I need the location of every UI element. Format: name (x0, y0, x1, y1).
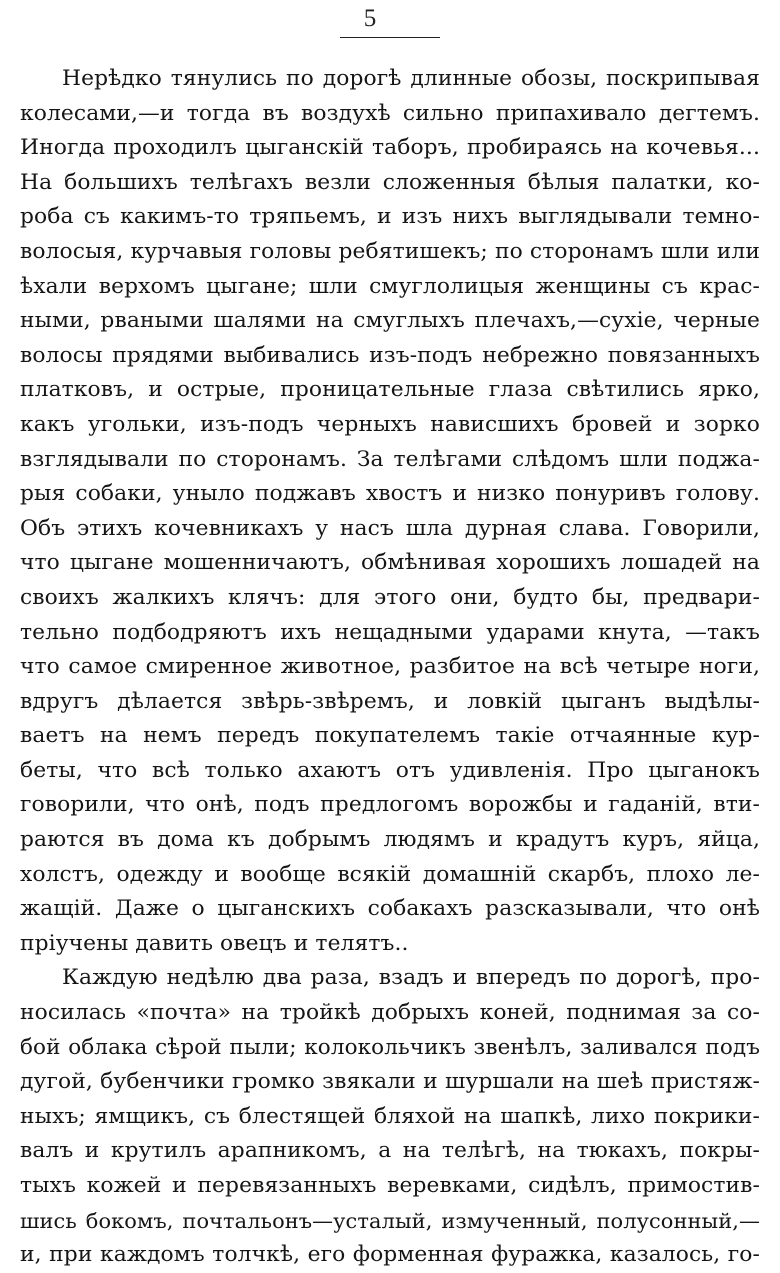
text-line: ными, рваными шалями на смуглыхъ плечахъ,—сухіе, черные (20, 308, 760, 334)
text-line: На большихъ телѣгахъ везли сложенныя бѣлыя палатки, ко- (20, 169, 760, 195)
text-line: Каждую недѣлю два раза, взадъ и впередъ по дорогѣ, про- (62, 965, 760, 991)
text-line: волосыя, курчавыя головы ребятишекъ; по сторонамъ шли или (20, 238, 760, 264)
body-text (20, 62, 760, 1273)
text-line: своихъ жалкихъ клячъ: для этого они, будто бы, предвари- (20, 584, 760, 610)
text-line: тельно подбодряютъ ихъ нещадными ударами кнута, —такъ (20, 619, 760, 645)
text-line: что цыгане мошенничаютъ, обмѣнивая хорошихъ лошадей на (20, 550, 760, 576)
text-line: колесами,—и тогда въ воздухѣ сильно припахивало дегтемъ. (20, 100, 760, 126)
text-line: шись бокомъ, почтальонъ—усталый, измученный, полусонный,— (20, 1208, 760, 1233)
text-line: и, при каждомъ толчкѣ, его форменная фуражка, казалось, го- (20, 1242, 760, 1268)
text-line: ныхъ; ямщикъ, съ блестящей бляхой на шапкѣ, лихо покрики- (20, 1103, 760, 1129)
text-line: что самое смиренное животное, разбитое на всѣ четыре ноги, (20, 654, 760, 680)
text-line: какъ угольки, изъ-подъ черныхъ нависшихъ бровей и зорко (20, 411, 760, 437)
text-line: пріучены давить овецъ и телятъ.. (20, 930, 409, 956)
text-line: платковъ, и острые, проницательные глаза свѣтились ярко, (20, 377, 760, 403)
text-line: дугой, бубенчики громко звякали и шуршали на шеѣ пристяж- (20, 1069, 760, 1095)
text-line: роба съ какимъ-то тряпьемъ, и изъ нихъ выглядывали темно- (20, 204, 760, 230)
text-line: валъ и крутилъ арапникомъ, а на телѣгѣ, на тюкахъ, покры- (20, 1138, 760, 1164)
text-line: тыхъ кожей и перевязанныхъ веревками, сидѣлъ, примостив- (20, 1173, 760, 1198)
text-line: Нерѣдко тянулись по дорогѣ длинные обозы, поскрипывая (62, 66, 760, 91)
page-header (0, 0, 780, 48)
text-line: ваетъ на немъ передъ покупателемъ такіе отчаянные кур- (20, 723, 760, 749)
text-line: носилась «почта» на тройкѣ добрыхъ коней, поднимая за со- (20, 1000, 760, 1026)
text-line: вдругъ дѣлается звѣрь-звѣремъ, и ловкій цыганъ выдѣлы- (20, 688, 760, 714)
text-line: Объ этихъ кочевникахъ у насъ шла дурная слава. Говорили, (20, 515, 760, 541)
text-line: Иногда проходилъ цыганскій таборъ, пробираясь на кочевья... (20, 135, 760, 161)
text-line: волосы прядями выбивались изъ-подъ небрежно повязанныхъ (20, 342, 760, 368)
text-line: рыя собаки, уныло поджавъ хвостъ и низко понуривъ голову. (20, 481, 760, 507)
text-line: взглядывали по сторонамъ. За телѣгами слѣдомъ шли поджа- (20, 446, 760, 472)
text-line: холстъ, одежду и вообще всякій домашній скарбъ, плохо ле- (20, 861, 760, 887)
text-line: беты, что всѣ только ахаютъ отъ удивленія. Про цыганокъ (20, 757, 760, 783)
page-number: 5 (363, 5, 377, 32)
text-line: ѣхали верхомъ цыгане; шли смуглолицыя женщины съ крас- (20, 273, 760, 299)
header-rule (340, 37, 440, 38)
text-line: бой облака сѣрой пыли; колокольчикъ звенѣлъ, заливался подъ (20, 1034, 760, 1060)
text-line: жащій. Даже о цыганскихъ собакахъ разсказывали, что онѣ (20, 896, 760, 922)
text-line: раются въ дома къ добрымъ людямъ и крадутъ куръ, яйца, (20, 827, 760, 853)
text-line: говорили, что онѣ, подъ предлогомъ ворожбы и гаданій, вти- (20, 792, 760, 818)
